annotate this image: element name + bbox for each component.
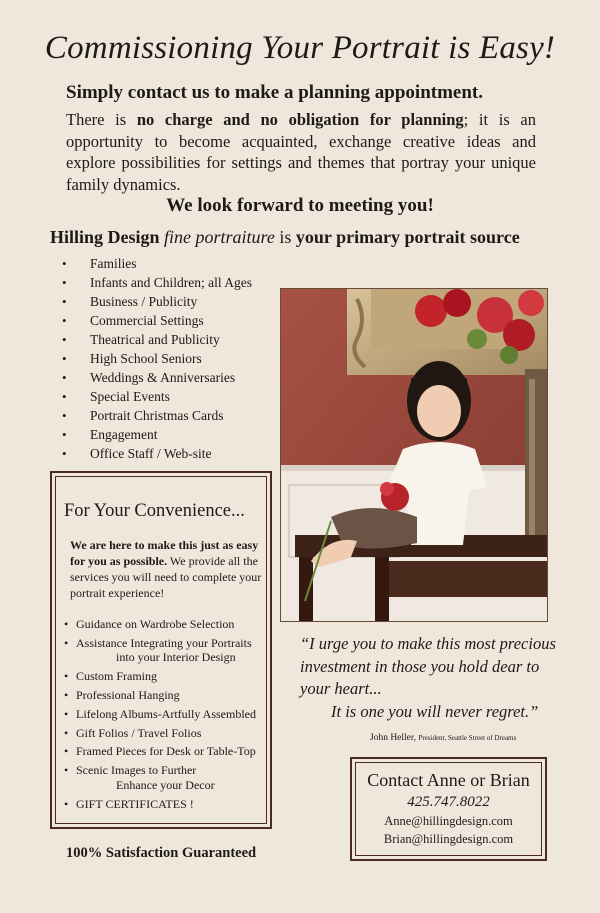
service-item	[62, 292, 252, 311]
service-item	[62, 387, 252, 406]
intro-post: ; it is an opportunity to become acquainted, exchange creative ideas and explore possibilities for settings and themes that portray your unique family dynamics.	[66, 110, 536, 194]
service-label: Engagement	[90, 427, 158, 442]
convenience-item	[64, 724, 269, 743]
convenience-box	[50, 471, 272, 829]
bullet-icon: •	[64, 635, 69, 650]
convenience-item-label: Gift Folios / Travel Folios	[76, 725, 202, 740]
bullet-icon: •	[64, 688, 69, 703]
services-list	[62, 254, 252, 463]
convenience-item	[64, 634, 269, 665]
bullet-icon: •	[62, 294, 67, 309]
convenience-item	[64, 705, 269, 724]
service-item	[62, 273, 252, 292]
intro-bold: no charge and no obligation for planning	[136, 110, 464, 129]
convenience-item	[64, 615, 269, 634]
bullet-icon: •	[62, 313, 67, 328]
convenience-item-continued: into your Interior Design	[116, 650, 236, 665]
bullet-icon: •	[62, 389, 67, 404]
convenience-item-continued: Enhance your Decor	[116, 777, 215, 792]
convenience-list	[64, 615, 269, 813]
subheading: Simply contact us to make a planning appointment.	[66, 82, 484, 103]
quote-body: “I urge you to make this most precious investment in those you hold dear to your heart...	[300, 634, 556, 698]
service-label: Portrait Christmas Cards	[90, 408, 224, 423]
intro-pre: There is	[66, 110, 137, 129]
fine-portraiture: fine portraiture	[164, 227, 275, 247]
bullet-icon: •	[62, 408, 67, 423]
bullet-icon: •	[64, 725, 69, 740]
convenience-item-label: Guidance on Wardrobe Selection	[76, 617, 235, 631]
contact-title: Contact Anne or Brian	[367, 770, 530, 790]
bullet-icon: •	[64, 669, 69, 684]
quote-attribution	[370, 733, 516, 743]
service-label: Families	[90, 256, 137, 271]
convenience-item	[64, 686, 269, 705]
attribution-title: President, Seattle Street of Dreams	[418, 734, 517, 742]
service-label: Special Events	[90, 389, 170, 404]
convenience-item-label: Framed Pieces for Desk or Table-Top	[76, 744, 256, 759]
bullet-icon: •	[64, 762, 69, 777]
convenience-item-label: Lifelong Albums-Artfully Assembled	[76, 706, 256, 721]
convenience-item	[64, 667, 269, 686]
bullet-icon: •	[62, 256, 67, 271]
service-label: Theatrical and Publicity	[90, 332, 220, 347]
contact-phone[interactable]: 425.747.8022	[407, 794, 490, 810]
portrait-photo	[280, 288, 548, 622]
service-label: Business / Publicity	[90, 294, 198, 309]
service-label: Weddings & Anniversaries	[90, 370, 236, 385]
convenience-intro-bold: We are here to make this just as easy for you as possible.	[70, 538, 259, 568]
convenience-item-label: GIFT CERTIFICATES !	[76, 796, 194, 811]
brand-name: Hilling Design	[50, 227, 160, 247]
convenience-intro-rest: We provide all the services you will need to complete your portrait experience!	[70, 554, 262, 600]
service-item	[62, 425, 252, 444]
convenience-item-label: Scenic Images to Further	[76, 762, 197, 777]
portrait-source: your primary portrait source	[295, 227, 520, 247]
bullet-icon: •	[64, 706, 69, 721]
hilling-line	[50, 227, 550, 248]
portrait-photo-image	[281, 289, 547, 621]
convenience-title: For Your Convenience...	[64, 501, 245, 521]
attribution-name: John Heller,	[370, 733, 417, 743]
guarantee: 100% Satisfaction Guaranteed	[66, 845, 257, 861]
service-label: High School Seniors	[90, 351, 202, 366]
convenience-item	[64, 742, 269, 761]
quote-last-line: It is one you will never regret.”	[331, 701, 539, 721]
convenience-item-label: Professional Hanging	[76, 688, 180, 703]
service-item	[62, 311, 252, 330]
service-item	[62, 254, 252, 273]
page-headline: Commissioning Your Portrait is Easy!	[44, 30, 556, 66]
bullet-icon: •	[62, 446, 67, 461]
convenience-item-label: Custom Framing	[76, 669, 158, 684]
contact-email-brian[interactable]: Brian@hillingdesign.com	[383, 832, 514, 846]
bullet-icon: •	[62, 332, 67, 347]
convenience-intro	[70, 537, 268, 601]
intro-paragraph	[66, 109, 536, 195]
testimonial-quote	[300, 633, 560, 723]
forward-line: We look forward to meeting you!	[166, 195, 434, 216]
service-item	[62, 349, 252, 368]
service-label: Office Staff / Web-site	[90, 446, 212, 461]
hilling-is: is	[279, 227, 292, 247]
convenience-item	[64, 761, 269, 792]
service-item	[62, 330, 252, 349]
service-item	[62, 406, 252, 425]
convenience-item-label: Assistance Integrating your Portraits	[76, 635, 252, 650]
service-item	[62, 368, 252, 387]
bullet-icon: •	[64, 744, 69, 759]
bullet-icon: •	[62, 370, 67, 385]
service-label: Commercial Settings	[90, 313, 204, 328]
service-label: Infants and Children; all Ages	[90, 275, 252, 290]
contact-email-anne[interactable]: Anne@hillingdesign.com	[384, 814, 513, 828]
bullet-icon: •	[64, 617, 69, 631]
bullet-icon: •	[64, 796, 69, 811]
service-item	[62, 444, 252, 463]
bullet-icon: •	[62, 427, 67, 442]
contact-box	[350, 757, 547, 861]
convenience-item	[64, 795, 269, 814]
bullet-icon: •	[62, 275, 67, 290]
bullet-icon: •	[62, 351, 67, 366]
